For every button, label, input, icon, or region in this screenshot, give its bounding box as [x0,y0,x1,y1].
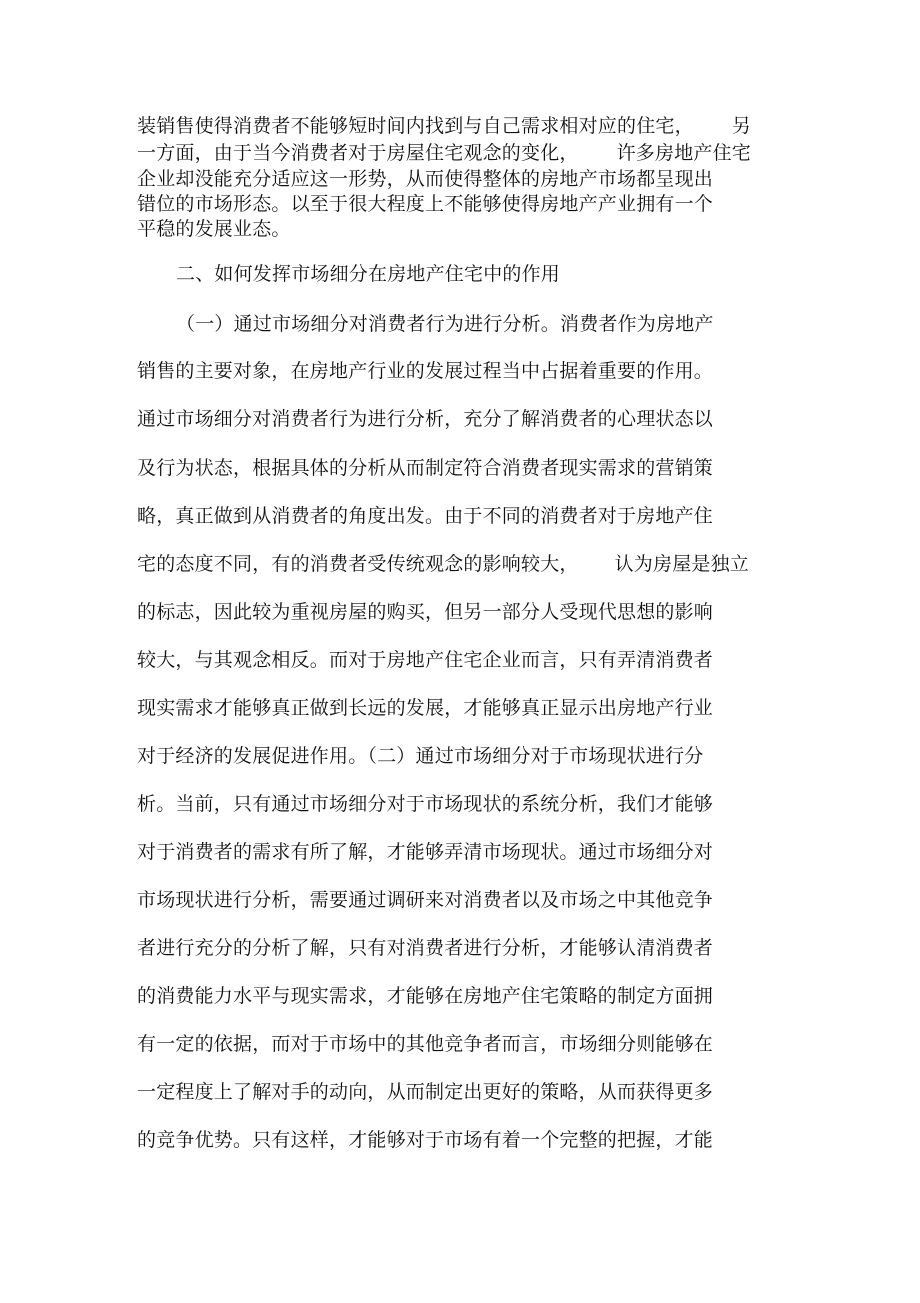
text-line: 市场现状进行分析，需要通过调研来对消费者以及市场之中其他竞争 [137,889,714,911]
text-line: 析。当前，只有通过市场细分对于市场现状的系统分析，我们才能够 [137,793,714,815]
text-line: 的标志，因此较为重视房屋的购买，但另一部分人受现代思想的影响 [137,601,714,623]
text-line: 错位的市场形态。以至于很大程度上不能够使得房地产产业拥有一个 [137,193,714,215]
text-line: 者进行充分的分析了解，只有对消费者进行分析，才能够认清消费者 [137,937,714,959]
text-line: 企业却没能充分适应这一形势，从而使得整体的房地产市场都呈现出 [137,168,714,190]
text-line: 宅的态度不同，有的消费者受传统观念的影响较大， 认为房屋是独立 [137,553,750,575]
text-line: （一）通过市场细分对消费者行为进行分析。消费者作为房地产 [176,313,714,335]
text-line: 有一定的依据，而对于市场中的其他竞争者而言，市场细分则能够在 [137,1033,714,1055]
text-line: 一方面，由于当今消费者对于房屋住宅观念的变化， 许多房地产住宅 [137,142,752,164]
text-line: 的消费能力水平与现实需求，才能够在房地产住宅策略的制定方面拥 [137,985,714,1007]
text-line: 及行为状态，根据具体的分析从而制定符合消费者现实需求的营销策 [137,457,714,479]
text-line: 平稳的发展业态。 [137,218,291,240]
section-heading: 二、如何发挥市场细分在房地产住宅中的作用 [176,263,561,285]
text-line: 通过市场细分对消费者行为进行分析，充分了解消费者的心理状态以 [137,408,714,430]
text-line: 对于经济的发展促进作用。（二）通过市场细分对于市场现状进行分 [137,745,704,767]
text-line: 略，真正做到从消费者的角度出发。由于不同的消费者对于房地产住 [137,505,714,527]
text-line: 的竞争优势。只有这样，才能够对于市场有着一个完整的把握，才能 [137,1129,714,1151]
text-line: 装销售使得消费者不能够短时间内找到与自己需求相对应的住宅， 另 [137,115,752,137]
text-line: 现实需求才能够真正做到长远的发展，才能够真正显示出房地产行业 [137,697,714,719]
text-line: 对于消费者的需求有所了解，才能够弄清市场现状。通过市场细分对 [137,841,714,863]
text-line: 销售的主要对象，在房地产行业的发展过程当中占据着重要的作用。 [137,360,714,382]
text-line: 较大，与其观念相反。而对于房地产住宅企业而言，只有弄清消费者 [137,649,714,671]
text-line: 一定程度上了解对手的动向，从而制定出更好的策略，从而获得更多 [137,1081,714,1103]
